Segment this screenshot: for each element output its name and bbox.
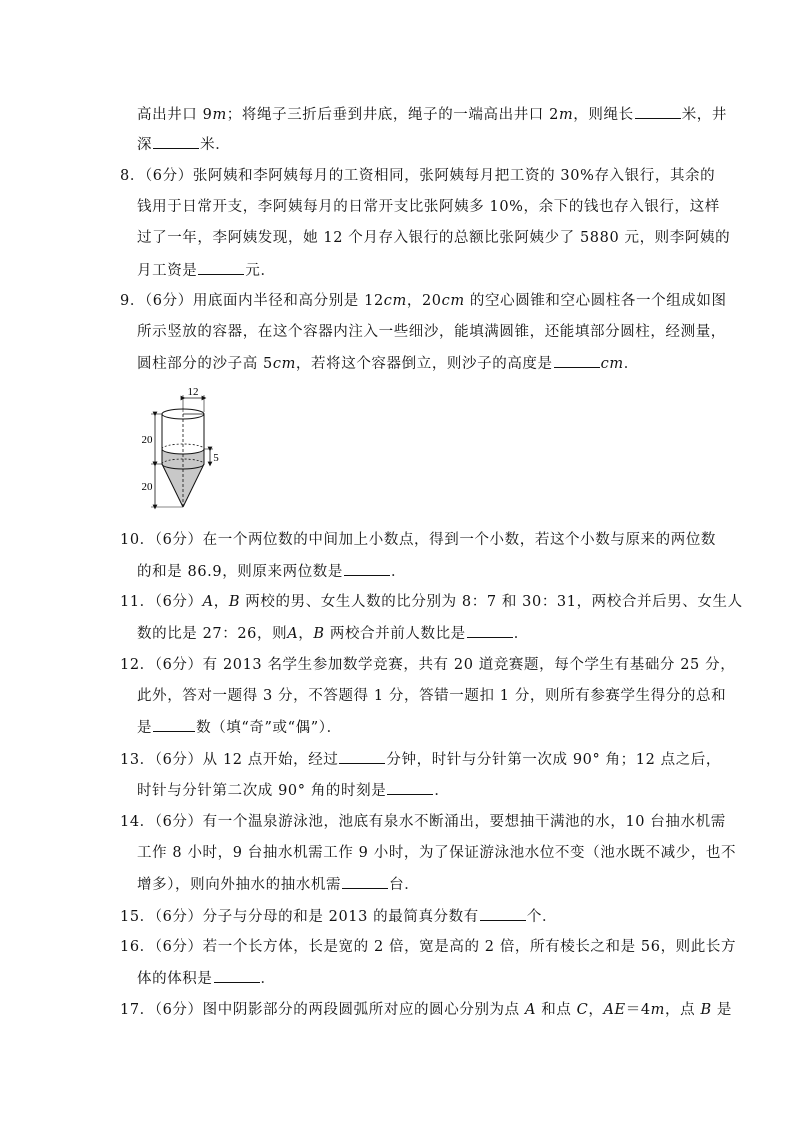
text: ，则绳长 bbox=[573, 107, 634, 123]
text: 两校合并前人数比是 bbox=[324, 626, 466, 642]
q14-line-1 bbox=[120, 812, 726, 832]
var: B bbox=[313, 626, 325, 642]
var: AE bbox=[603, 1002, 626, 1018]
text: 元． bbox=[245, 263, 276, 279]
q10-line-1 bbox=[120, 530, 716, 550]
text: 时针与分针第二次成 90° 角的时刻是 bbox=[137, 783, 387, 799]
answer-blank[interactable] bbox=[153, 134, 199, 149]
text: ． bbox=[391, 564, 407, 580]
text: ． bbox=[513, 626, 529, 642]
answer-blank[interactable] bbox=[554, 353, 600, 368]
q8-line-4 bbox=[137, 260, 276, 281]
q17-line-1 bbox=[120, 1000, 732, 1020]
text: ，若将这个容器倒立，则沙子的高度是 bbox=[295, 356, 553, 372]
unit: cm bbox=[441, 293, 465, 309]
q8-line-2 bbox=[137, 197, 720, 217]
var: A bbox=[524, 1002, 537, 1018]
text: 的和是 86.9，则原来两位数是 bbox=[137, 564, 343, 580]
text: 是 bbox=[711, 1002, 733, 1018]
text: 是 bbox=[137, 720, 153, 736]
text: 在一个两位数的中间加上小数点，得到一个小数，若这个小数与原来的两位数 bbox=[202, 532, 717, 548]
q14-line-3 bbox=[137, 874, 419, 895]
unit: m bbox=[558, 107, 574, 123]
question-number: 13．（6分） bbox=[120, 752, 203, 768]
answer-blank[interactable] bbox=[467, 623, 513, 638]
answer-blank[interactable] bbox=[635, 104, 681, 119]
q7-line-1 bbox=[137, 104, 727, 125]
label-cone-height: 20 bbox=[141, 481, 153, 493]
q7-line-2 bbox=[137, 134, 230, 155]
q13-line-2 bbox=[137, 780, 449, 801]
text: ，20 bbox=[406, 293, 442, 309]
q8-line-3 bbox=[137, 228, 730, 248]
question-number: 15．（6分） bbox=[120, 909, 203, 925]
q15-line-1 bbox=[120, 906, 557, 927]
label-sand-height: 5 bbox=[213, 452, 219, 464]
label-cylinder-height: 20 bbox=[141, 434, 153, 446]
text: 的空心圆锥和空心圆柱各一个组成如图 bbox=[464, 293, 727, 309]
text: 深 bbox=[137, 137, 153, 153]
unit: cm bbox=[600, 356, 624, 372]
var: C bbox=[576, 1002, 589, 1018]
text: 分钟，时针与分针第一次成 90° 角；12 点之后， bbox=[386, 752, 721, 768]
text: 张阿姨和李阿姨每月的工资相同，张阿姨每月把工资的 30%存入银行，其余的 bbox=[192, 168, 716, 184]
text: 数的比是 27：26，则 bbox=[137, 626, 288, 642]
var: B bbox=[228, 594, 241, 610]
answer-blank[interactable] bbox=[339, 749, 385, 764]
var: A bbox=[287, 626, 299, 642]
q9-line-1 bbox=[120, 291, 727, 311]
unit: cm bbox=[272, 356, 296, 372]
text: 增多），则向外抽水的抽水机需 bbox=[137, 877, 342, 893]
q13-line-1 bbox=[120, 749, 721, 770]
text: 钱用于日常开支，李阿姨每月的日常开支比张阿姨多 10%，余下的钱也存入银行，这样 bbox=[137, 199, 720, 215]
answer-blank[interactable] bbox=[153, 717, 195, 732]
q12-line-1 bbox=[120, 655, 735, 675]
text: 和点 bbox=[536, 1002, 577, 1018]
answer-blank[interactable] bbox=[198, 260, 244, 275]
text: 图中阴影部分的两段圆弧所对应的圆心分别为点 bbox=[202, 1002, 525, 1018]
text: 分子与分母的和是 2013 的最简真分数有 bbox=[202, 909, 479, 925]
text: 月工资是 bbox=[137, 263, 198, 279]
question-number: 9．（6分） bbox=[120, 293, 193, 309]
text: 数（填“奇”或“偶”）． bbox=[196, 720, 342, 736]
text: ，点 bbox=[665, 1002, 701, 1018]
q9-line-3 bbox=[137, 353, 639, 374]
q16-line-2 bbox=[137, 968, 276, 989]
q9-line-2 bbox=[137, 322, 726, 342]
var: B bbox=[700, 1002, 712, 1018]
text: 若一个长方体，长是宽的 2 倍，宽是高的 2 倍，所有棱长之和是 56，则此长方 bbox=[202, 939, 737, 955]
unit: m bbox=[212, 107, 227, 123]
text: 高出井口 9 bbox=[137, 107, 213, 123]
q11-line-2 bbox=[137, 623, 529, 644]
text: 从 12 点开始，经过 bbox=[202, 752, 339, 768]
text: ． bbox=[434, 783, 450, 799]
answer-blank[interactable] bbox=[387, 780, 433, 795]
text: 过了一年，李阿姨发现，她 12 个月存入银行的总额比张阿姨少了 5880 元，则李阿姨的 bbox=[137, 230, 731, 246]
q11-line-1 bbox=[120, 592, 743, 612]
question-number: 17．（6分） bbox=[120, 1002, 203, 1018]
text: 台． bbox=[389, 877, 420, 893]
question-number: 14．（6分） bbox=[120, 814, 203, 830]
text: 圆柱部分的沙子高 5 bbox=[137, 356, 273, 372]
question-number: 11．（6分） bbox=[120, 594, 203, 610]
text: ＝4 bbox=[625, 1002, 651, 1018]
text: 米，井 bbox=[681, 107, 728, 123]
unit: m bbox=[650, 1002, 666, 1018]
answer-blank[interactable] bbox=[342, 874, 388, 889]
question-number: 10．（6分） bbox=[120, 532, 203, 548]
text: 米． bbox=[200, 137, 231, 153]
text: ， bbox=[588, 1002, 604, 1018]
text: 用底面内半径和高分别是 12 bbox=[192, 293, 384, 309]
answer-blank[interactable] bbox=[214, 968, 260, 983]
text: ；将绳子三折后垂到井底，绳子的一端高出井口 2 bbox=[226, 107, 559, 123]
text: 个． bbox=[526, 909, 558, 925]
text: 所示竖放的容器，在这个容器内注入一些细沙，能填满圆锥，还能填部分圆柱，经测量， bbox=[137, 324, 726, 340]
text: 有 2013 名学生参加数学竞赛，共有 20 道竞赛题，每个学生有基础分 25 分， bbox=[202, 657, 736, 673]
text: 有一个温泉游泳池，池底有泉水不断涌出，要想抽干满池的水，10 台抽水机需 bbox=[202, 814, 726, 830]
text: 此外，答对一题得 3 分，不答题得 1 分，答错一题扣 1 分，则所有参赛学生得分的总和 bbox=[137, 688, 727, 704]
question-number: 12．（6分） bbox=[120, 657, 203, 673]
text: ． bbox=[623, 356, 639, 372]
text: 两校的男、女生人数的比分别为 8：7 和 30：31，两校合并后男、女生人 bbox=[240, 594, 743, 610]
q8-line-1 bbox=[120, 166, 715, 186]
answer-blank[interactable] bbox=[344, 561, 390, 576]
question-number: 8．（6分） bbox=[120, 168, 193, 184]
q14-line-2 bbox=[137, 843, 736, 863]
label-radius: 12 bbox=[187, 386, 199, 398]
text: ． bbox=[260, 971, 276, 987]
q12-line-2 bbox=[137, 686, 726, 706]
question-number: 16．（6分） bbox=[120, 939, 203, 955]
q10-line-2 bbox=[137, 561, 406, 582]
text: 体的体积是 bbox=[137, 971, 213, 987]
text: ， bbox=[298, 626, 314, 642]
text: ， bbox=[213, 594, 229, 610]
unit: cm bbox=[383, 293, 407, 309]
answer-blank[interactable] bbox=[480, 906, 526, 921]
var: A bbox=[202, 594, 214, 610]
cone-cylinder-figure bbox=[133, 386, 223, 522]
text: 工作 8 小时，9 台抽水机需工作 9 小时，为了保证游泳池水位不变（池水既不减少，也不 bbox=[137, 845, 737, 861]
q12-line-3 bbox=[137, 717, 342, 738]
q16-line-1 bbox=[120, 937, 736, 957]
